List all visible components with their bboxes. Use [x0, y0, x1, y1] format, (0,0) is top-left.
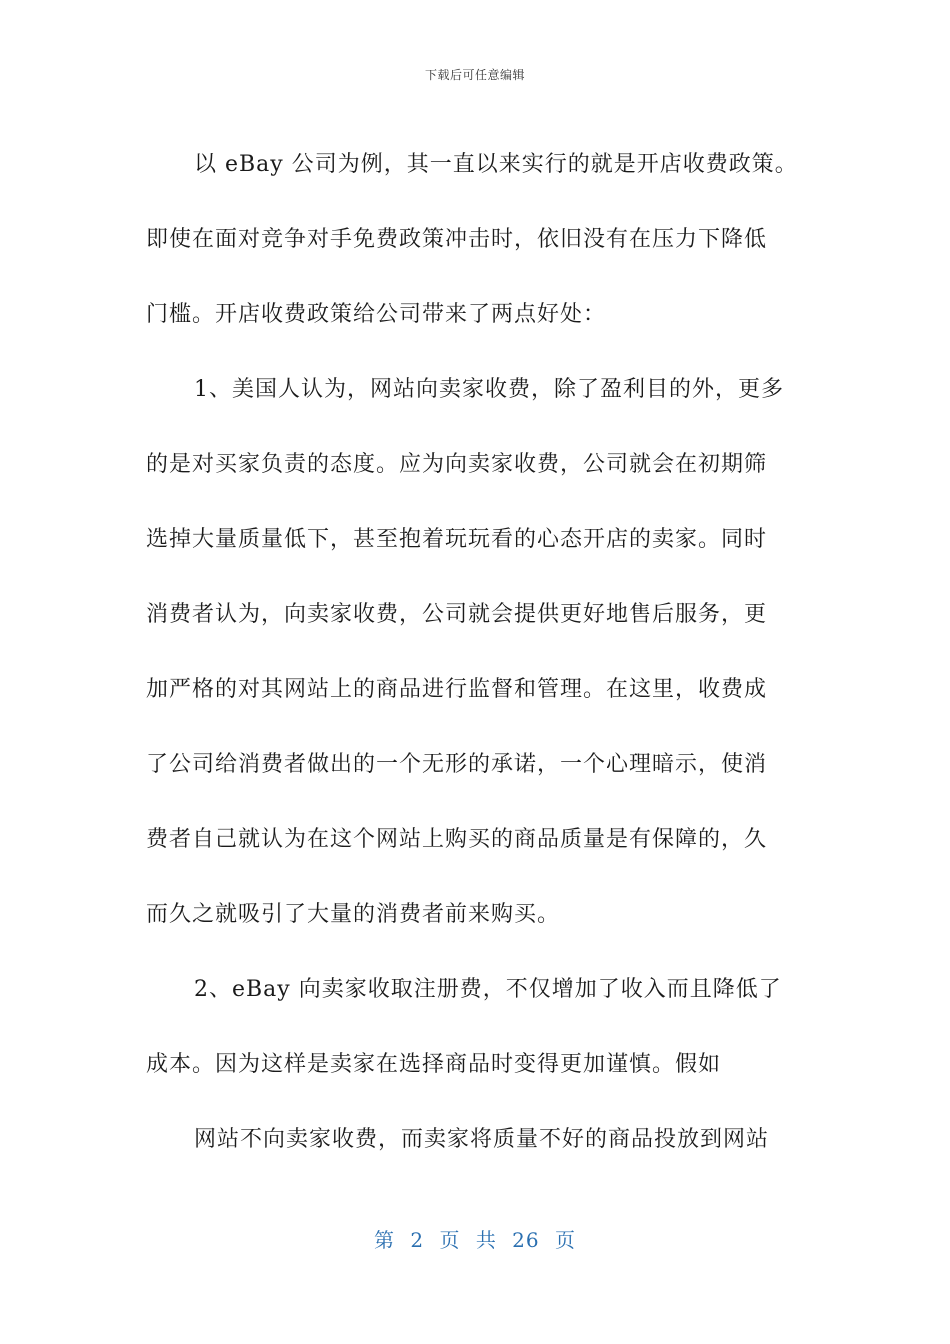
text-line: 选掉大量质量低下，甚至抱着玩玩看的心态开店的卖家。同时 [146, 527, 768, 552]
header-note: 下载后可任意编辑 [424, 68, 525, 82]
text-line: 费者自己就认为在这个网站上购买的商品质量是有保障的，久 [146, 827, 768, 852]
text-line: 消费者认为，向卖家收费，公司就会提供更好地售后服务，更 [146, 602, 768, 627]
text-line: 而久之就吸引了大量的消费者前来购买。 [146, 902, 561, 927]
footer-total-pages: 26 [512, 1228, 540, 1252]
text-line: 成本。因为这样是卖家在选择商品时变得更加谨慎。假如 [146, 1052, 722, 1077]
text-line: 了公司给消费者做出的一个无形的承诺，一个心理暗示，使消 [146, 752, 768, 777]
text-line: 加严格的对其网站上的商品进行监督和管理。在这里，收费成 [146, 677, 768, 702]
text-line: 门槛。开店收费政策给公司带来了两点好处： [146, 302, 607, 327]
footer-suffix: 页 [554, 1228, 576, 1252]
page-footer [0, 1224, 950, 1253]
body-text [146, 127, 802, 1177]
footer-page-unit: 页 [439, 1228, 461, 1252]
footer-page-number: 2 [410, 1228, 425, 1252]
text-line: 即使在面对竞争对手免费政策冲击时，依旧没有在压力下降低 [146, 227, 768, 252]
text-line: 网站不向卖家收费，而卖家将质量不好的商品投放到网站 [194, 1127, 770, 1152]
footer-prefix: 第 [374, 1228, 395, 1252]
text-line: 的是对买家负责的态度。应为向卖家收费，公司就会在初期筛 [146, 452, 768, 477]
footer-total-label: 共 [475, 1228, 497, 1252]
text-line: 以 eBay 公司为例，其一直以来实行的就是开店收费政策。 [194, 152, 798, 177]
text-line: 2、eBay 向卖家收取注册费，不仅增加了收入而且降低了 [194, 977, 782, 1002]
text-line: 1、美国人认为，网站向卖家收费，除了盈利目的外，更多 [194, 377, 784, 402]
